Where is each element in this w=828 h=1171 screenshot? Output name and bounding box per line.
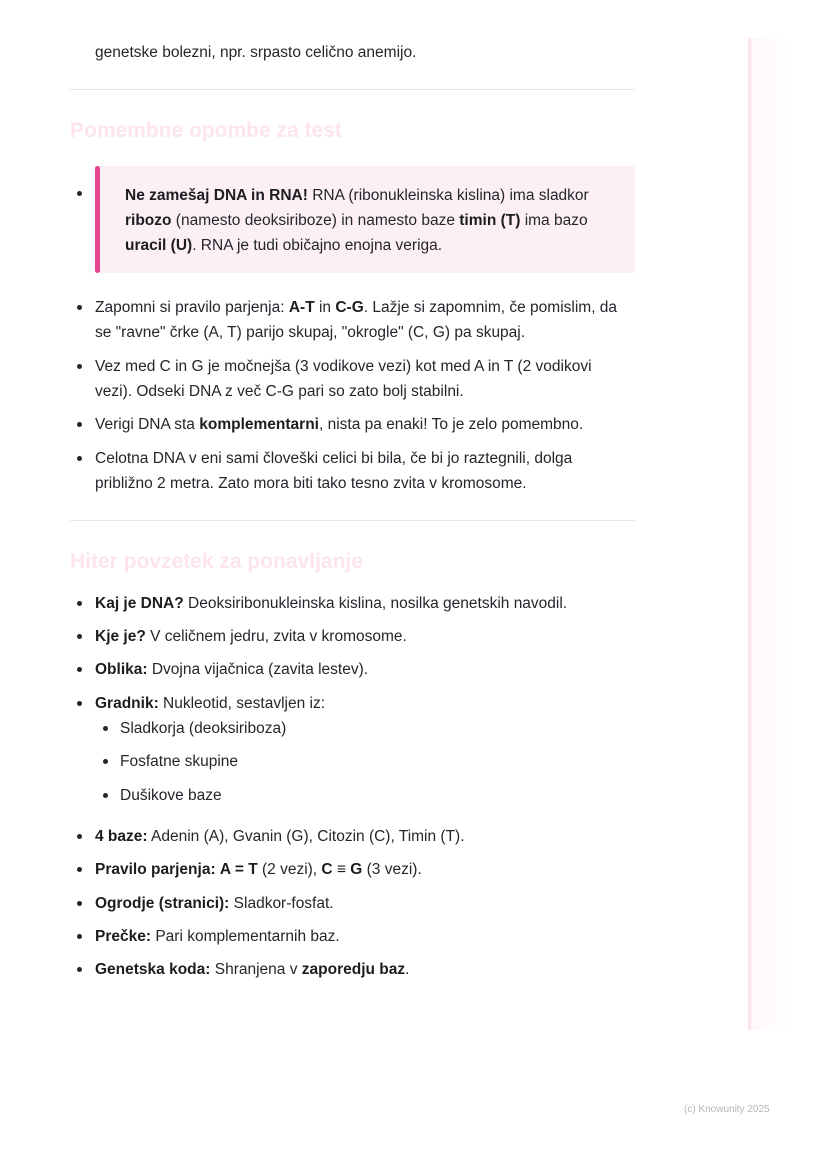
bullet [77,422,82,427]
callout-box [95,166,635,273]
bullet [77,364,82,369]
bullet [103,793,108,798]
bullet [77,601,82,606]
bullet [77,634,82,639]
bullet [77,305,82,310]
bullet [77,934,82,939]
list-item: Oblika: Dvojna vijačnica (zavita lestev). [70,657,635,682]
list-item: Verigi DNA sta komplementarni, nista pa enaki! To je zelo pomembno. [70,412,635,437]
section-title-notes: Pomembne opombe za test [70,119,342,142]
sub-list-item: Dušikove baze [95,783,595,808]
divider [70,520,635,521]
bullet [77,667,82,672]
list-item: Kje je? V celičnem jedru, zvita v kromosome. [70,624,635,649]
list-item: Kaj je DNA? Deoksiribonukleinska kislina, nosilka genetskih navodil. [70,591,635,616]
list-item: Ogrodje (stranici): Sladkor-fosfat. [70,891,635,916]
bullet [77,701,82,706]
list-item: Vez med C in G je močnejša (3 vodikove vezi) kot med A in T (2 vodikovi vezi). Odseki DNA z več C-G pari so zato bolj stabilni. [70,354,635,404]
bullet [77,834,82,839]
sub-list-item: Sladkorja (deoksiriboza) [95,716,595,741]
sub-list-item: Fosfatne skupine [95,749,595,774]
callout-text: Ne zamešaj DNA in RNA! RNA (ribonukleinska kislina) ima sladkor ribozo (namesto deoksiriboze) in namesto baze timin (T) ima bazo uracil (U). RNA je tudi običajno enojna veriga. [125,187,589,254]
bullet [77,901,82,906]
divider [70,89,635,90]
bullet [77,867,82,872]
callout-accent-bar [95,166,100,273]
intro-text: genetske bolezni, npr. srpasto celično anemijo. [95,44,417,61]
bullet [77,967,82,972]
bullet [103,726,108,731]
list-item: 4 baze: Adenin (A), Gvanin (G), Citozin (C), Timin (T). [70,824,635,849]
side-panel [751,38,791,1030]
list-item: Zapomni si pravilo parjenja: A-T in C-G. Lažje si zapomnim, če pomislim, da se "ravne" črke (A, T) parijo skupaj, "okrogle" (C, G) pa skupaj. [70,295,635,345]
bullet [103,759,108,764]
callout-bullet [77,191,82,196]
section-title-summary: Hiter povzetek za ponavljanje [70,550,363,573]
list-item: Pravilo parjenja: A = T (2 vezi), C ≡ G (3 vezi). [70,857,635,882]
footer-copyright: (c) Knowunity 2025 [684,1104,770,1115]
side-rule [748,38,751,1030]
list-item: Prečke: Pari komplementarnih baz. [70,924,635,949]
bullet [77,456,82,461]
list-item: Gradnik: Nukleotid, sestavljen iz: [70,691,635,716]
list-item: Celotna DNA v eni sami človeški celici bi bila, če bi jo raztegnili, dolga približno 2 metra. Zato mora biti tako tesno zvita v kromosome. [70,446,635,496]
list-item: Genetska koda: Shranjena v zaporedju baz. [70,957,635,982]
